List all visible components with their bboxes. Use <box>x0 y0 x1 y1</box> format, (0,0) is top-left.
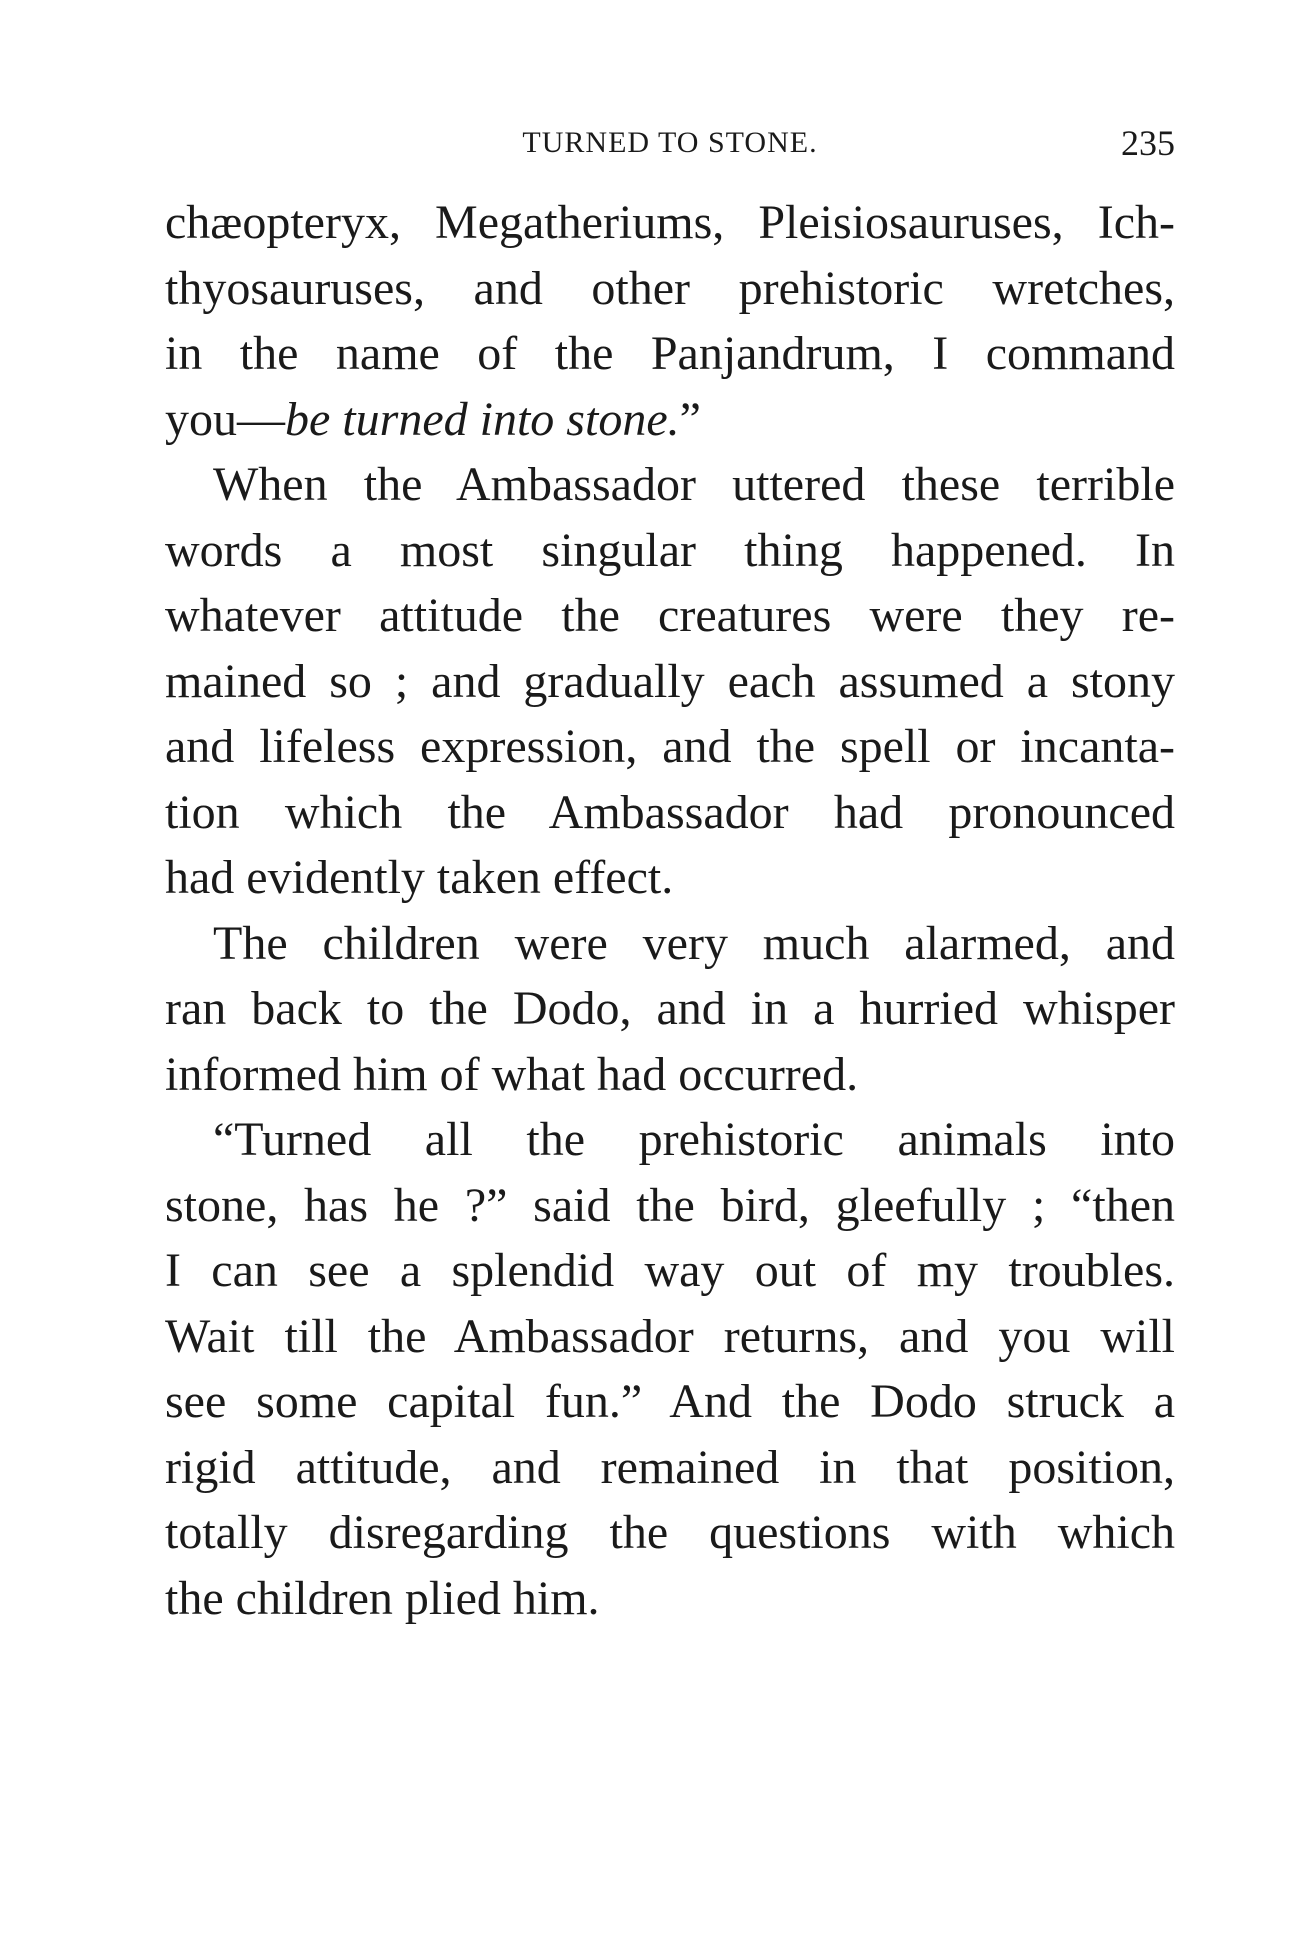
paragraph-3 <box>165 911 1175 1108</box>
text-line: thyosauruses, and other prehistoric wretches, <box>165 261 1175 315</box>
text-line: totally disregarding the questions with which <box>165 1506 1175 1559</box>
italic-phrase: be turned into stone. <box>285 392 680 446</box>
paragraph-4 <box>165 1107 1175 1631</box>
text-line: words a most singular thing happened. In <box>165 523 1175 577</box>
text-line: The children were very much alarmed, and <box>213 916 1175 970</box>
page-body <box>165 190 1175 1631</box>
text-line: I can see a splendid way out of my troubles. <box>165 1244 1175 1297</box>
text-line <box>165 387 1175 453</box>
text-line: see some capital fun.” And the Dodo struck a <box>165 1375 1175 1428</box>
text-line: Wait till the Ambassador returns, and you will <box>165 1309 1175 1363</box>
text-line: “Turned all the prehistoric animals into <box>213 1113 1175 1166</box>
text-line: and lifeless expression, and the spell or incanta- <box>165 720 1175 773</box>
text-line: in the name of the Panjandrum, I command <box>165 327 1175 380</box>
text-line: chæopteryx, Megatheriums, Pleisiosauruses, Ich- <box>165 196 1175 249</box>
text-line: stone, has he ?” said the bird, gleefully ; “then <box>165 1178 1175 1232</box>
text-line: tion which the Ambassador had pronounced <box>165 785 1175 839</box>
text-line: ran back to the Dodo, and in a hurried whisper <box>165 982 1175 1035</box>
text-line: rigid attitude, and remained in that position, <box>165 1440 1175 1494</box>
text-line: mained so ; and gradually each assumed a stony <box>165 654 1175 708</box>
paragraph-2 <box>165 452 1175 911</box>
page-header <box>165 118 1175 166</box>
closing-quote: ” <box>679 392 701 446</box>
text-line: informed him of what had occurred. <box>165 1047 859 1101</box>
text-line: whatever attitude the creatures were they re- <box>165 589 1175 642</box>
running-head: TURNED TO STONE. <box>522 126 818 159</box>
text-line: had evidently taken effect. <box>165 851 674 904</box>
page-number: 235 <box>1121 123 1175 163</box>
text-fragment: you— <box>165 392 285 446</box>
text-line: When the Ambassador uttered these terrible <box>213 458 1175 511</box>
text-line: the children plied him. <box>165 1571 600 1625</box>
paragraph-1 <box>165 190 1175 452</box>
